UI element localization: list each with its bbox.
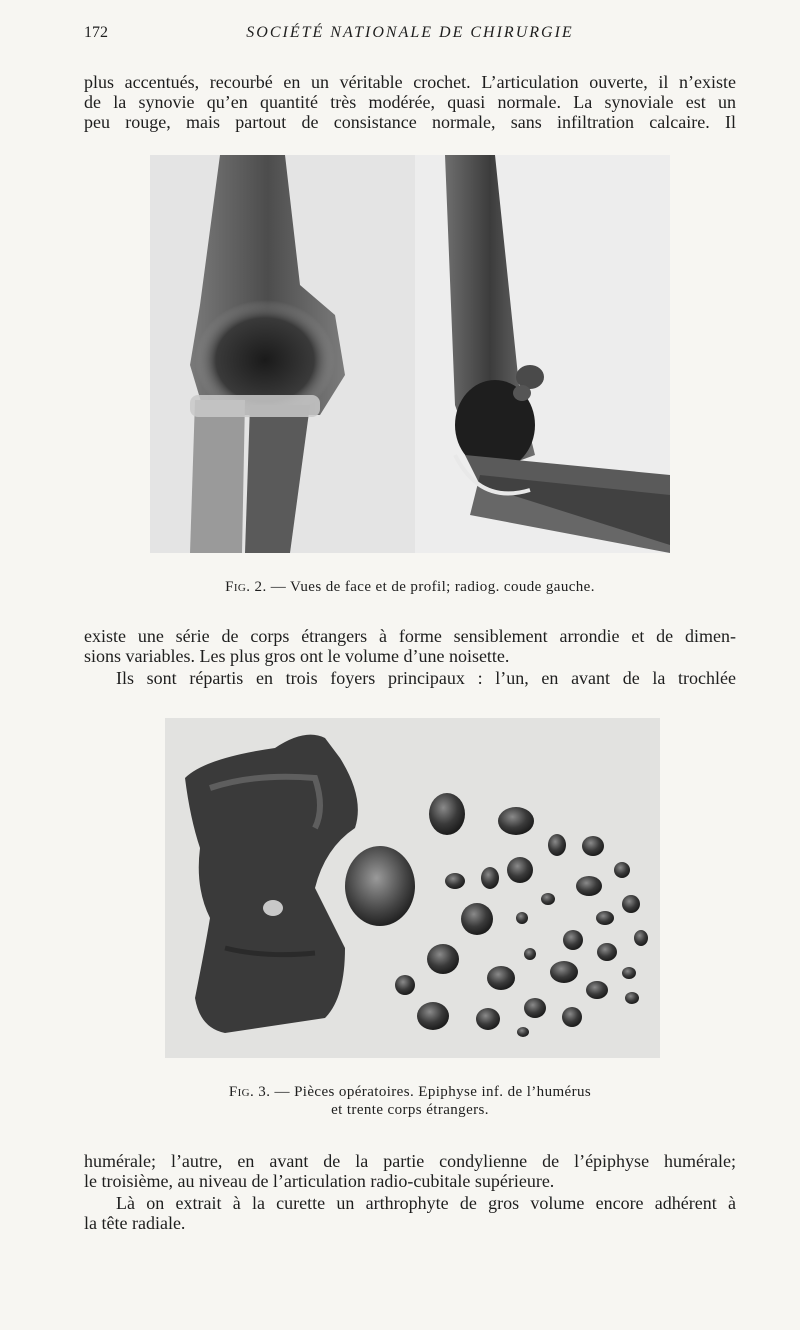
page-header	[84, 24, 736, 48]
paragraph-5-line-2: la tête radiale.	[84, 1213, 186, 1233]
paragraph-1-line-1: plus accentués, recourbé en un véritable crochet. L’articulation ouverte, il n’existe	[84, 72, 736, 92]
paragraph-3-line-1: Ils sont répartis en trois foyers principaux : l’un, en avant de la trochlée	[116, 668, 736, 688]
paragraph-4-line-1: humérale; l’autre, en avant de la partie condylienne de l’épiphyse humérale;	[84, 1151, 736, 1171]
figure-2-caption	[84, 578, 736, 596]
paragraph-1-line-3: peu rouge, mais partout de consistance normale, sans infiltration calcaire. Il	[84, 112, 736, 132]
paragraph-2-line-2: sions variables. Les plus gros ont le volume d’une noisette.	[84, 646, 510, 666]
paragraph-4-line-2: le troisième, au niveau de l’articulation radio-cubitale supérieure.	[84, 1171, 555, 1191]
paragraph-2-line-1: existe une série de corps étrangers à forme sensiblement arrondie et de dimen-	[84, 626, 736, 646]
running-head: SOCIÉTÉ NATIONALE DE CHIRURGIE	[246, 24, 574, 41]
figure-3-caption-line-1: — Pièces opératoires. Epiphyse inf. de l’humérus	[274, 1084, 592, 1100]
page-number: 172	[84, 24, 108, 41]
figure-2-radiographs	[150, 155, 670, 553]
figure-3-caption-line-2: et trente corps étrangers.	[331, 1102, 489, 1118]
paragraph-5-line-1: Là on extrait à la curette un arthrophyte de gros volume encore adhérent à	[116, 1193, 736, 1213]
figure-3-specimens	[165, 718, 660, 1058]
figure-3-caption	[84, 1083, 736, 1119]
figure-2-label: Fig. 2.	[225, 579, 267, 595]
paragraph-1-line-2: de la synovie qu’en quantité très modérée, quasi normale. La synoviale est un	[84, 92, 736, 112]
figure-3-label: Fig. 3.	[228, 1084, 271, 1100]
figure-2-caption-text: — Vues de face et de profil; radiog. coude gauche.	[270, 579, 595, 595]
